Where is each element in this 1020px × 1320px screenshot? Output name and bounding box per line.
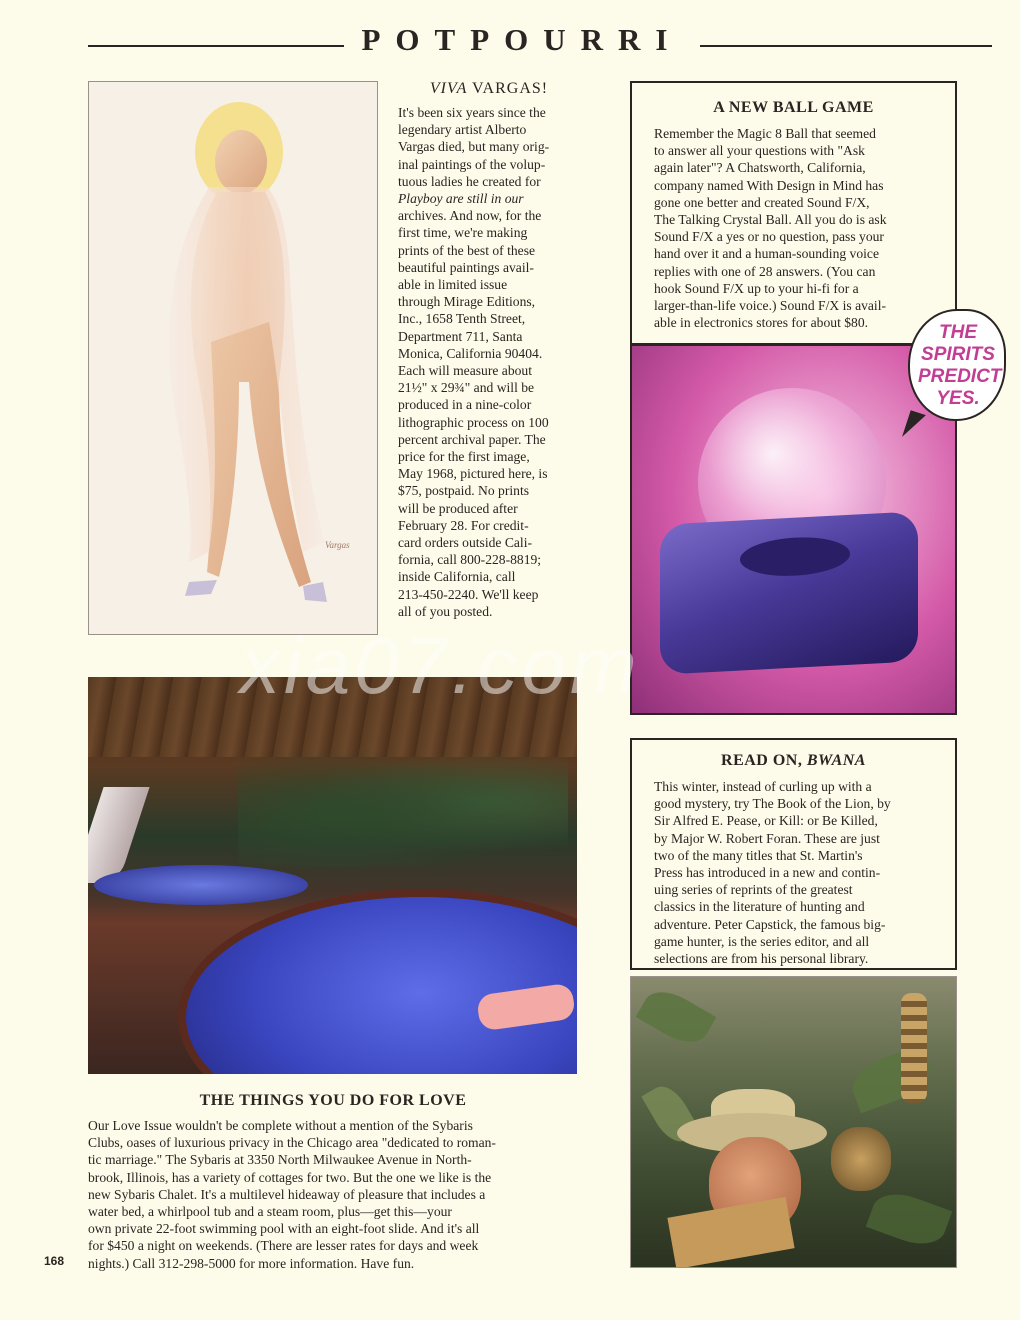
text-line: inside California, call — [398, 569, 516, 585]
text-line: Monica, California 90404. — [398, 345, 543, 361]
text-line: good mystery, try The Book of the Lion, by — [654, 796, 891, 812]
text-line: $75, postpaid. No prints — [398, 483, 530, 499]
text-line: May 1968, pictured here, is — [398, 466, 548, 482]
bwana-article — [654, 778, 950, 967]
text-line: to answer all your questions with "Ask — [654, 143, 865, 159]
speech-bubble-text — [918, 322, 1002, 410]
text-line: This winter, instead of curling up with a — [654, 779, 872, 794]
text-line: larger-than-life voice.) Sound F/X is avail- — [654, 298, 887, 314]
ball-game-article — [654, 125, 950, 331]
text-line: gone one better and created Sound F/X, — [654, 194, 870, 210]
bwana-headline — [632, 752, 955, 770]
text-line: tic marriage." The Sybaris at 3350 North Milwaukee Avenue in North- — [88, 1152, 472, 1168]
page-title: POTPOURRI — [361, 22, 683, 57]
text-line: game hunter, is the series editor, and all — [654, 933, 870, 949]
text-line: will be produced after — [398, 500, 518, 516]
text-line: The Talking Crystal Ball. All you do is ask — [654, 212, 887, 228]
text-line: archives. And now, for the — [398, 208, 542, 224]
crystal-ball-photo — [630, 344, 957, 715]
vargas-headline — [398, 80, 580, 98]
pinup-illustration — [89, 82, 377, 634]
text-line: uing series of reprints of the greatest — [654, 882, 853, 898]
leaf — [866, 1185, 952, 1252]
text-line: 213-450-2240. We'll keep — [398, 586, 539, 602]
text-line: able in electronics stores for about $80. — [654, 315, 869, 331]
love-headline: THE THINGS YOU DO FOR LOVE — [199, 1092, 467, 1109]
text-line: produced in a nine-color — [398, 397, 532, 413]
leaf — [636, 982, 717, 1052]
text-line: classics in the literature of hunting and — [654, 899, 865, 915]
text-line: all of you posted. — [398, 603, 493, 619]
text-line: selections are from his personal library. — [654, 951, 869, 967]
text-line: Our Love Issue wouldn't be complete without a mention of the Sybaris — [88, 1118, 473, 1133]
back-pool — [94, 865, 308, 905]
text-line: Sound F/X a yes or no question, pass your — [654, 229, 884, 245]
text-line: adventure. Peter Capstick, the famous big- — [654, 916, 886, 932]
ball-base-socket — [740, 535, 850, 579]
love-article — [88, 1117, 588, 1272]
text-line: February 28. For credit- — [398, 517, 529, 533]
bubble-line: YES. — [936, 388, 980, 409]
ball-game-box — [630, 81, 957, 345]
bwana-headline-italic: BWANA — [806, 752, 866, 769]
vargas-headline-italic: VIVA — [429, 80, 468, 97]
text-line: water bed, a whirlpool tub and a steam room, plus—get this—your — [88, 1204, 452, 1220]
text-line: two of the many titles that St. Martin's — [654, 847, 863, 863]
vargas-painting — [88, 81, 378, 635]
bubble-line: THE — [939, 322, 977, 343]
text-line: Department 711, Santa — [398, 328, 523, 344]
text-line: Press has introduced in a new and contin- — [654, 865, 881, 881]
artist-signature: Vargas — [325, 540, 350, 550]
bubble-line: PREDICT — [918, 366, 1002, 387]
sybaris-pool-photo — [88, 677, 577, 1074]
text-line: Sir Alfred E. Pease, or Kill: or Be Killed, — [654, 813, 878, 829]
jungle-hunter-illustration — [630, 976, 957, 1268]
ball-game-headline: A NEW BALL GAME — [713, 99, 874, 116]
text-line: beautiful paintings avail- — [398, 259, 534, 275]
text-line: Each will measure about — [398, 363, 532, 379]
text-line: by Major W. Robert Foran. These are just — [654, 830, 880, 846]
text-line: Remember the Magic 8 Ball that seemed — [654, 126, 876, 141]
text-line: price for the first image, — [398, 449, 530, 465]
text-line: Inc., 1658 Tenth Street, — [398, 311, 526, 327]
vargas-headline-rest: VARGAS! — [467, 80, 549, 97]
watermark: xia07.com — [240, 621, 641, 710]
text-line: 21½" x 29¾" and will be — [398, 380, 535, 396]
text-line: Clubs, oases of luxurious privacy in the Chicago area "dedicated to roman- — [88, 1135, 496, 1151]
main-pool — [178, 889, 577, 1074]
text-line: through Mirage Editions, — [398, 294, 536, 310]
text-line: for $450 a night on weekends. (There are lesser rates for days and week — [88, 1238, 479, 1254]
text-line: nights.) Call 312-298-5000 for more information. Have fun. — [88, 1255, 415, 1271]
vargas-article — [398, 104, 588, 620]
text-line: tuous ladies he created for — [398, 173, 541, 189]
text-line: first time, we're making — [398, 225, 528, 241]
text-line: inal paintings of the volup- — [398, 156, 546, 172]
text-line: replies with one of 28 answers. (You can — [654, 263, 876, 279]
header-rule-left — [88, 45, 344, 47]
open-book — [667, 1197, 794, 1268]
text-line: legendary artist Alberto — [398, 122, 527, 138]
text-line: hook Sound F/X up to your hi-fi for a — [654, 280, 859, 296]
text-line: card orders outside Cali- — [398, 535, 533, 551]
bubble-line: SPIRITS — [921, 344, 995, 365]
bwana-headline-plain: READ ON, — [721, 752, 807, 769]
text-line: brook, Illinois, has a variety of cottages for two. But the one we like is the — [88, 1169, 492, 1185]
text-line: Playboy are still in our — [398, 191, 524, 207]
text-line: company named With Design in Mind has — [654, 177, 884, 193]
text-line: prints of the best of these — [398, 242, 536, 258]
text-line: It's been six years since the — [398, 105, 546, 120]
ball-base — [660, 511, 918, 675]
pool-plants — [238, 737, 568, 867]
text-line: fornia, call 800-228-8819; — [398, 552, 542, 568]
text-line: again later"? A Chatsworth, California, — [654, 160, 866, 176]
text-line: lithographic process on 100 — [398, 414, 549, 430]
page-number: 168 — [44, 1254, 65, 1268]
giraffe — [901, 993, 927, 1103]
text-line: Vargas died, but many orig- — [398, 139, 550, 155]
text-line: own private 22-foot swimming pool with an eight-foot slide. And it's all — [88, 1221, 480, 1237]
text-line: able in limited issue — [398, 277, 508, 293]
text-line: hand over it and a human-sounding voice — [654, 246, 879, 262]
text-line: new Sybaris Chalet. It's a multilevel hideaway of pleasure that includes a — [88, 1186, 486, 1202]
leopard — [831, 1127, 891, 1191]
text-line: percent archival paper. The — [398, 431, 546, 447]
bwana-box — [630, 738, 957, 970]
header-rule-right — [700, 45, 992, 47]
